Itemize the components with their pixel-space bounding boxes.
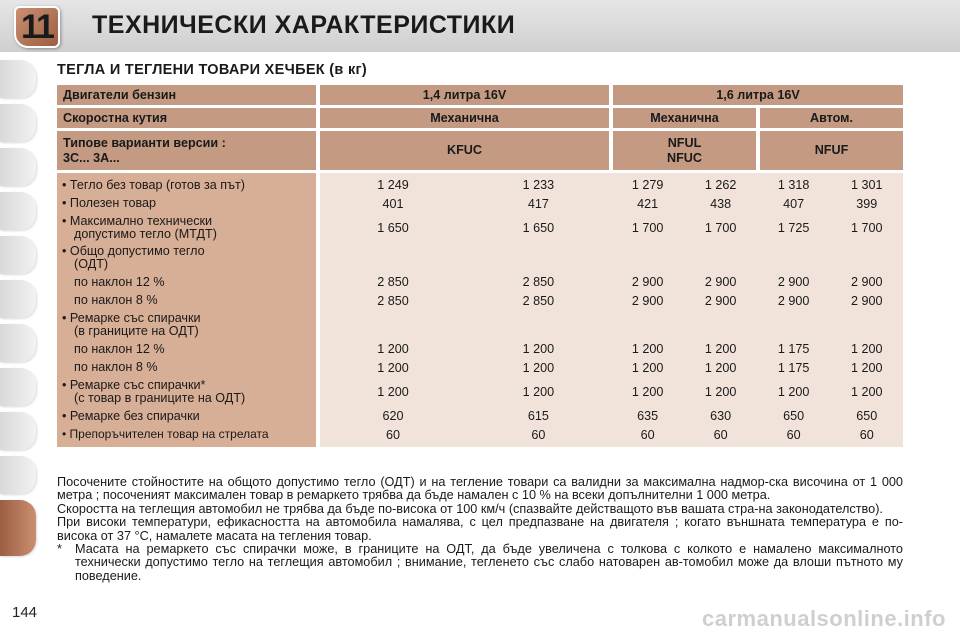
footnote-text: Масата на ремаркето със спирачки може, в границите на ОДТ, да бъде увеличена с толкова с колкото е намалено максималното технически допустимо тегло на теглещия автомобил ; внимание, тегленето със слабо натоварен ав-томобил може да влоши пътното му поведение.	[75, 542, 903, 583]
cell: 60	[385, 427, 400, 442]
table-body	[57, 173, 903, 447]
cell: 1 200	[704, 385, 737, 399]
values-row	[320, 176, 903, 195]
cell: 650	[783, 409, 805, 424]
notes	[57, 476, 903, 583]
cell: 1 301	[850, 178, 883, 193]
cell: 650	[856, 409, 878, 424]
cell: 1 700	[704, 221, 737, 235]
row-label-text: по наклон 12 %	[74, 341, 165, 356]
cell: 1 318	[777, 178, 810, 193]
cell: 1 725	[777, 221, 810, 235]
cell: 1 200	[850, 360, 883, 375]
section-title: ТЕГЛА И ТЕГЛЕНИ ТОВАРИ ХЕЧБЕК (в кг)	[57, 62, 367, 78]
cell: 2 900	[850, 293, 883, 308]
cell: 1 200	[631, 342, 664, 357]
cell: 399	[856, 196, 878, 211]
table-header-types	[57, 131, 903, 170]
row-label-line-2: (ОДТ)	[74, 257, 109, 271]
gearbox-1: Механична	[316, 108, 609, 128]
cell: 1 200	[631, 385, 664, 399]
gearbox-label: Скоростна кутия	[57, 108, 316, 128]
table-row	[57, 292, 316, 311]
table-row	[57, 213, 316, 243]
table-row	[57, 310, 316, 340]
label-column	[57, 173, 316, 447]
type-2	[609, 131, 756, 170]
cell: 1 200	[850, 385, 883, 399]
values-area	[316, 173, 903, 447]
cell: 1 200	[522, 342, 555, 357]
cell: 1 200	[522, 385, 555, 399]
spec-table	[57, 82, 903, 450]
row-label-line-1: • Максимално технически	[62, 214, 213, 228]
values-row	[320, 292, 903, 311]
cell: 421	[637, 196, 659, 211]
footnote	[57, 543, 903, 583]
chapter-tab-11-active[interactable]	[0, 500, 36, 556]
values-grid	[320, 176, 903, 444]
page-title: ТЕХНИЧЕСКИ ХАРАКТЕРИСТИКИ	[92, 11, 516, 39]
cell: 2 900	[704, 293, 737, 308]
cell: 1 200	[377, 385, 409, 399]
values-row	[320, 213, 903, 243]
cell: 2 900	[631, 275, 664, 290]
cell: 630	[710, 409, 732, 424]
cell: 1 200	[631, 360, 664, 375]
cell: 417	[527, 196, 549, 211]
cell: 1 249	[377, 178, 409, 193]
cell: 2 850	[522, 275, 555, 290]
cell: 1 175	[777, 360, 810, 375]
cell: 438	[710, 196, 732, 211]
cell: 1 175	[777, 342, 810, 357]
cell: 2 900	[850, 275, 883, 290]
row-label	[57, 213, 316, 243]
row-label-text: по наклон 8 %	[74, 360, 158, 375]
row-label: • Тегло без товар (готов за път)	[62, 177, 245, 192]
row-label-line-1: • Ремарке със спирачки*	[62, 378, 206, 392]
table-row	[57, 426, 316, 445]
chapter-tab-2[interactable]	[0, 104, 36, 142]
row-label	[57, 273, 316, 292]
gearbox-2: Механична	[609, 108, 756, 128]
table-header-engine	[57, 85, 903, 105]
cell: 1 233	[522, 178, 555, 193]
cell: 60	[713, 427, 728, 442]
cell: 60	[859, 427, 874, 442]
cell: 615	[527, 409, 549, 424]
note-temperature: При високи температури, ефикасността на автомобила намалява, с цел предпазване на двигателя ; когато външната температура е по-висока от 37 °С, намалете масата на тегления товар.	[57, 515, 903, 543]
cell: 1 650	[377, 221, 409, 235]
cell: 635	[637, 409, 659, 424]
row-label-line-2: (в границите на ОДТ)	[74, 324, 199, 338]
table-row	[57, 243, 316, 273]
type-2b: NFUC	[667, 150, 702, 165]
note-altitude: Посочените стойностите на общото допустимо тегло (ОДТ) и на тегление товари са валидни за максимална надмор-ска височина от 1 000 метра ; посоченият максимален товар в ремаркето трябва да бъде намален с 10 % на всеки допълнителни 1 000 метра.	[57, 475, 903, 503]
table-header-gearbox	[57, 108, 903, 128]
values-row	[320, 340, 903, 359]
cell: 2 900	[704, 275, 737, 290]
cell: 620	[382, 409, 404, 424]
chapter-tab-1[interactable]	[0, 60, 36, 98]
row-label	[57, 310, 316, 340]
values-row-empty	[320, 310, 903, 340]
cell: 1 200	[704, 360, 737, 375]
row-label-text: по наклон 8 %	[74, 293, 158, 308]
page-number: 144	[12, 604, 38, 621]
row-label	[57, 377, 316, 407]
cell: 60	[786, 427, 801, 442]
gearbox-3: Автом.	[756, 108, 903, 128]
row-label-line-1: • Общо допустимо тегло	[62, 244, 205, 258]
row-label-line-2: (с товар в границите на ОДТ)	[74, 391, 246, 405]
table-row	[57, 176, 316, 195]
row-label: • Ремарке без спирачки	[62, 408, 200, 423]
row-label: • Препоръчителен товар на стрелата	[62, 427, 269, 442]
cell: 2 900	[631, 293, 664, 308]
types-label	[57, 131, 316, 170]
row-label-line-2: допустимо тегло (МТДТ)	[74, 227, 217, 241]
cell: 1 200	[777, 385, 810, 399]
cell: 401	[382, 196, 404, 211]
cell: 2 850	[522, 293, 555, 308]
chapter-tab-10[interactable]	[0, 456, 36, 494]
row-label	[57, 243, 316, 273]
type-3: NFUF	[756, 131, 903, 170]
cell: 1 279	[631, 178, 664, 193]
chapter-number-badge: 11	[14, 6, 60, 48]
row-label	[57, 292, 316, 311]
cell: 1 200	[377, 360, 409, 375]
cell: 2 900	[777, 275, 810, 290]
cell: 1 262	[704, 178, 737, 193]
cell: 60	[531, 427, 546, 442]
note-speed: Скоростта на теглещия автомобил не трябва да бъде по-висока от 100 км/ч (спазвайте действащото във вашата стра-на законодателство).	[57, 501, 883, 516]
values-row	[320, 195, 903, 214]
cell: 1 700	[850, 221, 883, 235]
row-label	[57, 340, 316, 359]
values-row	[320, 407, 903, 426]
values-row	[320, 359, 903, 378]
values-row	[320, 377, 903, 407]
table-row	[57, 377, 316, 407]
chapter-tab-4[interactable]	[0, 192, 36, 230]
table-row	[57, 273, 316, 292]
row-label-line-1: • Ремарке със спирачки	[62, 311, 201, 325]
cell: 1 200	[377, 342, 409, 357]
chapter-tab-8[interactable]	[0, 368, 36, 406]
table-row	[57, 407, 316, 426]
row-label: • Полезен товар	[62, 196, 157, 211]
cell: 1 200	[704, 342, 737, 357]
table-row	[57, 359, 316, 378]
cell: 1 700	[631, 221, 664, 235]
watermark: carmanualsonline.info	[702, 606, 946, 631]
table-row	[57, 340, 316, 359]
values-row-empty	[320, 243, 903, 273]
cell: 1 200	[850, 342, 883, 357]
row-label-text: по наклон 12 %	[74, 274, 165, 289]
types-label-line-2: 3C... 3A...	[63, 150, 120, 165]
type-1: KFUC	[316, 131, 609, 170]
cell: 1 650	[522, 221, 555, 235]
cell: 1 200	[522, 360, 555, 375]
table-row	[57, 195, 316, 214]
row-label	[57, 359, 316, 378]
types-label-line-1: Типове варианти версии :	[63, 135, 226, 150]
cell: 2 900	[777, 293, 810, 308]
chapter-tab-9[interactable]	[0, 412, 36, 450]
engine-2: 1,6 литра 16V	[609, 85, 903, 105]
type-2a: NFUL	[667, 135, 702, 150]
chapter-tab-6[interactable]	[0, 280, 36, 318]
cell: 407	[783, 196, 805, 211]
engine-1: 1,4 литра 16V	[316, 85, 609, 105]
chapter-tab-3[interactable]	[0, 148, 36, 186]
label-list	[57, 176, 316, 444]
footnote-marker: *	[57, 542, 62, 557]
chapter-tab-5[interactable]	[0, 236, 36, 274]
cell: 2 850	[377, 275, 409, 290]
values-row	[320, 273, 903, 292]
cell: 2 850	[377, 293, 409, 308]
engine-label: Двигатели бензин	[57, 85, 316, 105]
chapter-tab-7[interactable]	[0, 324, 36, 362]
cell: 60	[640, 427, 655, 442]
values-row	[320, 426, 903, 445]
